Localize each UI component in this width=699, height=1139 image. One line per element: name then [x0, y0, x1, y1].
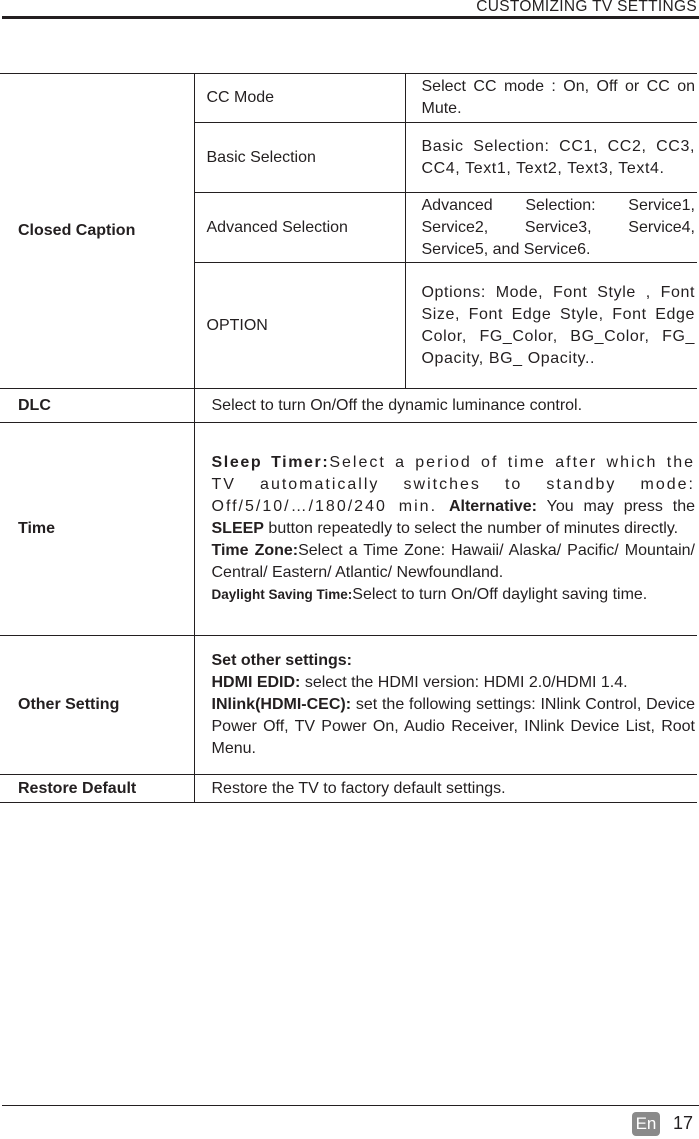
subitem-option: OPTION [194, 263, 405, 389]
subitem-advanced-selection: Advanced Selection [194, 193, 405, 263]
footer-rule [2, 1105, 699, 1106]
subitem-basic-selection: Basic Selection [194, 123, 405, 193]
desc-advanced-selection: Advanced Selection: Service1, Service2, Service3, Service4, Service5, and Service6. [405, 193, 697, 263]
desc-option: Options: Mode, Font Style , Font Size, Font Edge Style, Font Edge Color, FG_Color, BG_Color, FG_ Opacity, BG_ Opacity.. [405, 263, 697, 389]
alternative-label: Alternative: [448, 498, 537, 515]
hdmi-edid-paragraph [212, 672, 696, 694]
dst-paragraph [212, 584, 696, 606]
sleep-timer-text-3: button repeatedly to select the number of minutes directly. [263, 520, 679, 537]
page-number: 17 [673, 1113, 694, 1133]
table-row [0, 775, 697, 803]
settings-table [0, 73, 697, 803]
desc-dlc: Select to turn On/Off the dynamic luminance control. [194, 389, 697, 423]
desc-basic-selection: Basic Selection: CC1, CC2, CC3, CC4, Text1, Text2, Text3, Text4. [405, 123, 697, 193]
header-rule [2, 16, 699, 19]
time-zone-label: Time Zone: [211, 542, 299, 559]
sleep-timer-paragraph [212, 452, 696, 540]
desc-restore-default: Restore the TV to factory default settings. [194, 775, 697, 803]
hdmi-edid-label: HDMI EDID: [211, 674, 301, 691]
language-badge: En [632, 1112, 660, 1136]
time-zone-text: Select a Time Zone: Hawaii/ Alaska/ Pacific/ Mountain/ Central/ Eastern/ Atlantic/ Newfoundland. [211, 542, 695, 581]
sleep-timer-text-2: You may press the [536, 498, 695, 515]
other-settings-heading: Set other settings: [211, 652, 352, 669]
category-restore-default: Restore Default [0, 775, 194, 803]
table-row [0, 423, 697, 636]
subitem-cc-mode: CC Mode [194, 74, 405, 123]
inlink-paragraph [212, 694, 696, 760]
desc-other-setting [194, 636, 697, 775]
desc-cc-mode: Select CC mode : On, Off or CC on Mute. [405, 74, 697, 123]
category-closed-caption: Closed Caption [0, 74, 194, 389]
category-other-setting: Other Setting [0, 636, 194, 775]
desc-time [194, 423, 697, 636]
sleep-key-label: SLEEP [211, 520, 264, 537]
dst-text: Select to turn On/Off daylight saving time. [352, 586, 648, 603]
sleep-timer-label: Sleep Timer: [211, 454, 330, 471]
table-row [0, 74, 697, 123]
category-time: Time [0, 423, 194, 636]
category-dlc: DLC [0, 389, 194, 423]
sleep-timer-text: Select a period of time after which the TV automatically switches to standby mode: Off/5/10/…/180/240 min. [211, 454, 695, 515]
hdmi-edid-text: select the HDMI version: HDMI 2.0/HDMI 1.4. [300, 674, 628, 691]
table-row [0, 636, 697, 775]
page-header-title: CUSTOMIZING TV SETTINGS [476, 0, 697, 15]
inlink-text: set the following settings: INlink Control, Device Power Off, TV Power On, Audio Receiver, INlink Device List, Root Menu. [211, 696, 695, 757]
inlink-label: INlink(HDMI-CEC): [211, 696, 352, 713]
time-zone-paragraph [212, 540, 696, 584]
dst-label: Daylight Saving Time: [211, 587, 353, 602]
table-row [0, 389, 697, 423]
